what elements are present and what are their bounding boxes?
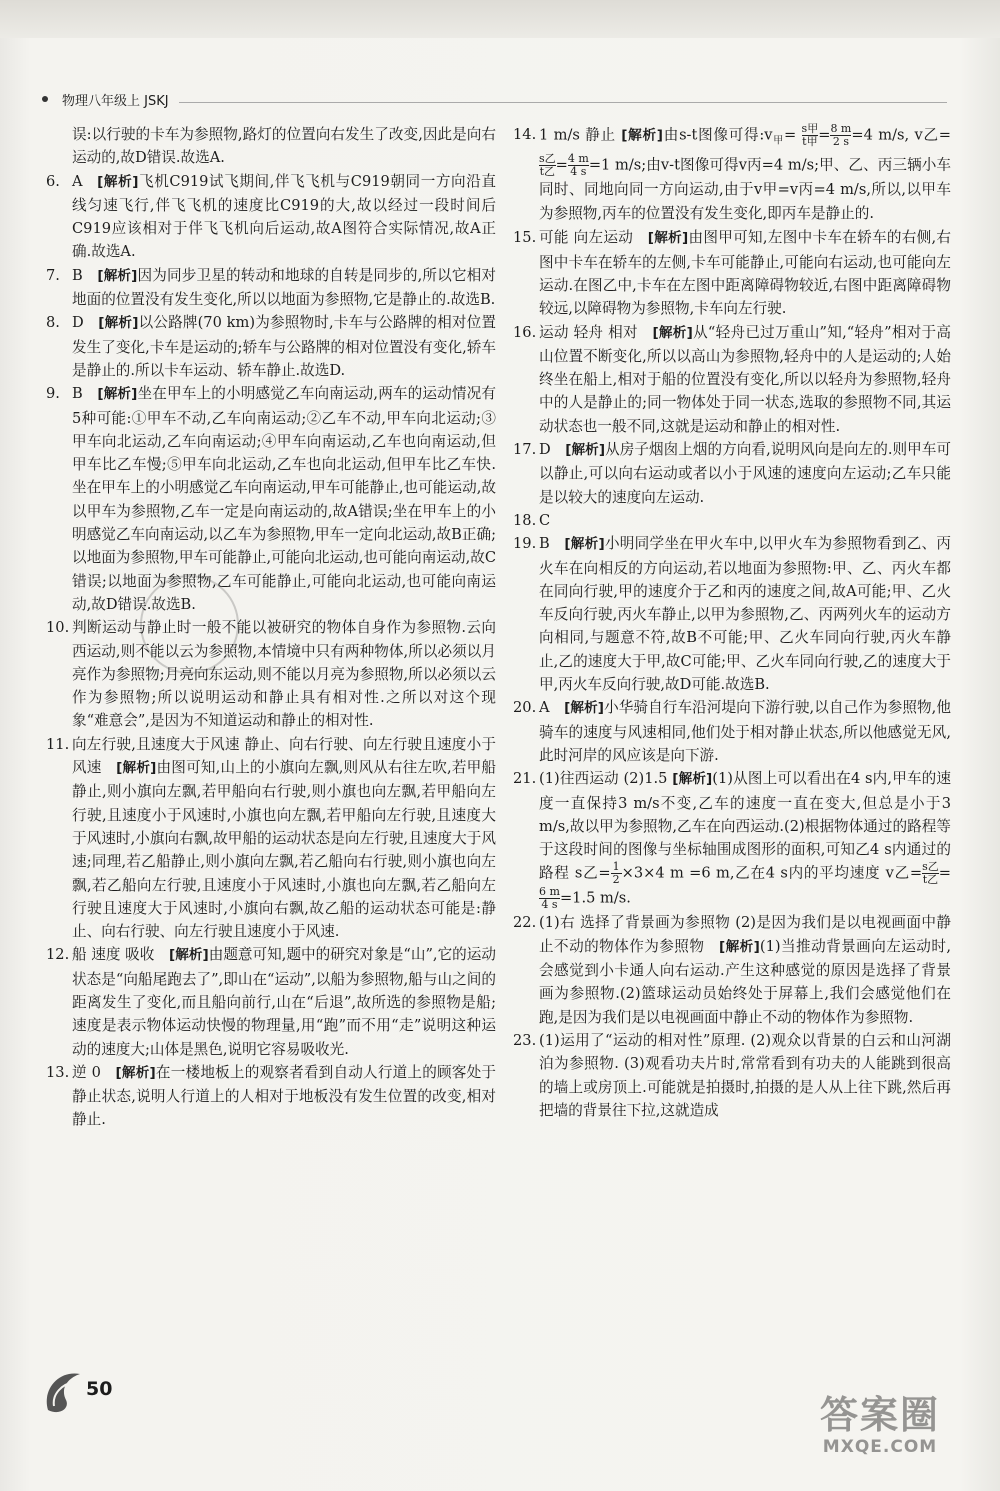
question-item [513,438,951,509]
analysis-text: =1.5 m/s. [559,889,631,907]
answer: (1)往西运动 (2)1.5 [539,770,668,788]
analysis-text: 在一楼地板上的观察者看到自动人行道上的顾客处于静止状态,说明人行道上的人相对于地板没有发生位置的改变,相对静止. [72,1063,496,1129]
question-item [46,943,496,1060]
analysis-text: 由图可知,山上的小旗向左飘,则风从右往左吹,若甲船静止,则小旗向左飘,若甲船向右行驶,则小旗也向左飘,若甲船向左行驶,且速度小于风速时,小旗也向左飘,若甲船向左行驶,且速度大于风速时,小旗向右飘,故甲船的运动状态是向左行驶,且速度大于风速;同理,若乙船静止,则小旗向左飘,若乙船向右行驶,则小旗也向左飘,若乙船向左行驶,且速度小于风速时,小旗也向左飘,若乙船向左行驶且速度大于风速时,小旗向右飘,故乙船的运动状态可能是:静止、向右行驶、向左行驶且速度小于风速. [72,759,496,941]
fraction [611,861,622,886]
fraction-denominator: t乙 [539,165,556,179]
fraction [539,886,560,911]
question-item [46,123,496,170]
running-title: 物理八年级上 JSKJ [62,93,169,109]
scan-top-edge [0,0,1000,38]
question-number: 22. [513,914,537,932]
analysis-tag: [解析] [621,127,664,144]
question-14: 14. 1 m/s 静止 [解析]由s-t图像可得$:v_甲=$ s甲 t甲 = $\frac{8 m}{2 s}$ =4 m/s, v乙= s乙 t乙 = $\frac{4 m}{4 s}$ =1 m/s;由v-t图像可得v丙=4 m/s;甲、乙、丙三辆小车同时、同地向同一方向运动,由于v甲=v丙=4 m/s,所以,以甲车为参照物,丙车的位置没有发生变化,即丙车是静止的. [513,122,952,223]
question-item [513,696,951,767]
analysis-tag: [解析] [97,173,139,190]
question-number: 16. [513,323,537,341]
result: =4 m/s, [851,126,910,144]
analysis-tag: [解析] [564,700,604,717]
analysis-tag: [解析] [97,267,138,284]
answer: A [539,699,550,717]
fraction-denominator: t甲 [802,135,818,148]
analysis-tag: [解析] [565,442,606,459]
fraction [802,123,819,148]
question-item [46,382,496,616]
answer: D [72,314,84,332]
fraction-denominator: 2 s [832,135,849,148]
item-text: 误:以行驶的卡车为参照物,路灯的位置向右发生了改变,因此是向右运动的,故D错误.故选A. [72,126,496,167]
velocity-symbol: v乙 [914,126,939,144]
equals: = [783,126,797,144]
question-item [513,226,951,320]
question-21 [513,767,951,911]
analysis-text: 以公路牌(70 km)为参照物时,卡车与公路牌的相对位置发生了变化,卡车是运动的;轿车与公路牌的相对位置没有变化,轿车是静止的.所以卡车运动、轿车静止.故选D. [72,314,496,379]
question-item [513,532,951,696]
question-item [513,509,951,532]
fraction-denominator: 4 s [570,165,587,179]
answer: B [72,266,83,284]
question-number: 17. [513,441,537,459]
analysis-tag: [解析] [97,386,138,403]
running-header [42,88,947,110]
question-item [513,321,951,438]
question-number: 14. [513,126,537,143]
analysis-tag: [解析] [564,536,605,553]
analysis-text: 因为同步卫星的转动和地球的自转是同步的,所以它相对地面的位置没有发生变化,所以以地面为参照物,它是静止的.故选B. [72,266,496,309]
fraction-denominator: 2 [612,873,620,887]
fraction-denominator: 4 s [541,898,558,912]
fraction-denominator: t乙 [922,873,939,887]
question-item [513,1029,951,1122]
answer: C [539,511,551,529]
analysis-text: (1)当推动背景画向左运动时,会感觉到小卡通人向右运动.产生这种感觉的原因是选择了背景画为参照物.(2)篮球运动员始终处于屏幕上,我们会感觉他们在跑,是因为我们是以电视画面中静止不动的物体作为参照物. [539,937,951,1026]
analysis-text: 从“轻舟已过万重山”知,“轻舟”相对于高山位置不断变化,所以以高山为参照物,轻舟中的人是运动的;人始终坐在船上,相对于船的位置没有变化,所以以轻舟为参照物,轻舟中的人是静止的;同一物体处于同一状态,选取的参照物不同,其运动状态也一般不同,这就是运动和静止的相对性. [539,323,951,435]
question-number: 13. [46,1063,70,1081]
page-number: 50 [86,1378,113,1400]
question-number: 12. [46,946,70,964]
fraction-numerator: s乙 [539,152,556,166]
question-number: 6. [46,172,60,190]
question-number: 8. [46,314,60,332]
answer: 可能 向左运动 [539,229,634,247]
fraction-numerator: 8 m [830,122,852,135]
answer: B [539,535,550,553]
watermark-url: MXQE.COM [822,1437,938,1457]
analysis-text: 由题意可知,题中的研究对象是“山”,它的运动状态是“向船尾跑去了”,即山在“运动”,以船为参照物,船与山之间的距离发生了变化,而且船向前行,山在“后退”,故所选的参照物是船;速度是表示物体运动快慢的物理量,用“跑”而不用“走”说明这种运动的速度大;山体是黑色,说明它容易吸收光. [72,946,497,1058]
question-item [46,170,496,264]
answer: A [72,172,83,190]
analysis-text: ×3×4 m =6 m,乙在4 s内的平均速度 v乙= [621,864,923,882]
fraction [830,123,851,148]
question-number: 21. [513,770,537,788]
analysis-text: (1)从图上可以看出在4 s内,甲车的速度一直保持3 m/s不变,乙车的速度一直在变大,但总是小于3 m/s,故以甲为参照物,乙车在向西运动.(2)根据物体通过的路程等于这段时间的图像与坐标轴围成图形的面积,可知乙4 s内通过的路程 s乙= [539,770,952,882]
analysis-text: 飞机C919试飞期间,伴飞飞机与C919朝同一方向沿直线匀速飞行,伴飞飞机的速度比C919的大,故以经过一段时间后C919应该相对于伴飞飞机向后运动,故A图符合实际情况,故A正确.故选A. [72,172,496,261]
analysis-tag: [解析] [647,230,689,247]
header-rule [179,102,947,103]
answer: 运动 轻舟 相对 [539,323,638,341]
analysis-text: 小明同学坐在甲火车中,以甲火车为参照物看到乙、丙火车在向相反的方向运动,若以地面为参照物:甲、乙、丙火车都在同向行驶,甲的速度介于乙和丙的速度之间,故A可能;甲、乙火车反向行驶,丙火车静止,以甲为参照物,乙、丙两列火车的运动方向相同,与题意不符,故B不可能;甲、乙火车同向行驶,丙火车静止,乙的速度大于甲,故C可能;甲、乙火车同向行驶,乙的速度大于甲,丙火车反向行驶,故D可能.故选B. [539,535,951,694]
fraction-numerator: s甲 [801,122,819,135]
right-column [513,123,951,1122]
wave-logo-icon [40,1360,90,1420]
analysis-text: 小华骑自行车沿河堤向下游行驶,以自己作为参照物,他骑车的速度与风速相同,他们处于相对静止状态,所以他感觉无风,此时河岸的风应该是向下游. [539,699,951,764]
analysis-tag: [解析] [116,760,157,777]
item-text: (1)运用了“运动的相对性”原理. (2)观众以背景的白云和山河湖泊为参照物. (3)观看功夫片时,常常看到有功夫的人能跳到很高的墙上或房顶上.可能就是拍摄时,拍摄的是人从上往下跳,然后再把墙的背景往下拉,这就造成 [539,1031,951,1119]
question-item [513,911,951,1028]
answer: (1)右 选择了背景画为参照物 (2)是因为我们是以电视画面中静止不动的物体作为参照物 [539,914,951,955]
answer: 1 m/s 静止 [539,126,616,144]
analysis-tag: [解析] [718,938,760,955]
analysis-text: 从房子烟囱上烟的方向看,说明风向是向左的.则甲车可以静止,可以向右运动或者以小于风速的速度向左运动;乙车只能是以较大的速度向左运动. [539,441,952,506]
answer: D [539,441,551,459]
watermark-logo [790,1393,970,1463]
fraction-numerator: s乙 [922,860,939,874]
fraction-numerator: 4 m [567,152,589,166]
subscript: 甲 [772,135,784,147]
watermark-text: 答案圈 [819,1393,940,1437]
question-item [46,616,496,732]
equals: = [938,864,951,882]
question-number: 18. [513,511,537,529]
question-item [46,733,496,944]
fraction [568,153,589,178]
fraction [539,153,556,178]
fraction-numerator: 1 [612,860,620,874]
analysis-text: 由图甲可知,左图中卡车在轿车的右侧,右图中卡车在轿车的左侧,卡车可能静止,可能向右运动,也可能向左运动.在图乙中,卡车在左图中距离障碍物较近,右图中距离障碍物较远,以障碍物为参照物,卡车向左行驶. [539,229,951,318]
item-text: 判断运动与静止时一般不能以被研究的物体自身作为参照物.云向西运动,则不能以云为参照物,本情境中只有两种物体,所以必须以月亮作为参照物;月亮向东运动,则不能以月亮为参照物,所以必须以云作为参照物;所以说明运动和静止具有相对性.之所以对这个现象“难意会”,是因为不知道运动和静止的相对性. [72,619,496,730]
question-number: 20. [513,699,537,717]
analysis-tag: [解析] [652,324,693,341]
analysis-text: 由s-t图像可得:v [663,126,773,144]
question-number: 10. [46,619,70,637]
analysis-tag: [解析] [672,771,713,788]
answer: 船 速度 吸收 [72,946,155,964]
answer: 逆 0 [72,1063,101,1081]
answer: 向左行驶,且速度大于风速 静止、向右行驶、向左行驶且速度小于风速 [72,735,496,777]
left-column [46,123,496,1132]
analysis-tag: [解析] [169,947,209,964]
analysis-tag: [解析] [115,1064,156,1081]
analysis-tag: [解析] [98,315,139,332]
question-number: 15. [513,229,537,247]
fraction [922,861,939,886]
fraction-numerator: 6 m [539,885,560,899]
bullet-icon [42,96,48,102]
analysis-text: 坐在甲车上的小明感觉乙车向南运动,两车的运动情况有5种可能:①甲车不动,乙车向南运动;②乙车不动,甲车向北运动;③甲车向北运动,乙车向南运动;④甲车向南运动,乙车也向南运动,但甲车比乙车慢;⑤甲车向北运动,乙车也向北运动,但甲车比乙车快.坐在甲车上的小明感觉乙车向南运动,甲车可能静止,也可能运动,故以甲车为参照物,乙车一定是向南运动的,故A错误;坐在甲车上的小明感觉乙车向南运动,以乙车为参照物,甲车一定向北运动,故B正确;以地面为参照物,甲车可能静止,可能向北运动,也可能向南运动,故C错误;以地面为参照物,乙车可能静止,可能向北运动,也可能向南运动,故D错误.故选B. [72,385,496,613]
answer: B [72,385,83,403]
question-item [46,264,496,312]
analysis-text: =1 m/s;由v-t图像可得v丙=4 m/s;甲、乙、丙三辆小车同时、同地向同一方向运动,由于v甲=v丙=4 m/s,所以,以甲车为参照物,丙车的位置没有发生变化,即丙车是静止的. [539,156,951,223]
question-number: 9. [46,385,60,403]
question-item [46,311,496,382]
question-number: 23. [513,1031,537,1049]
question-number: 11. [46,735,70,753]
question-number: 7. [46,266,60,284]
question-number: 19. [513,535,537,553]
question-item [46,1061,496,1132]
